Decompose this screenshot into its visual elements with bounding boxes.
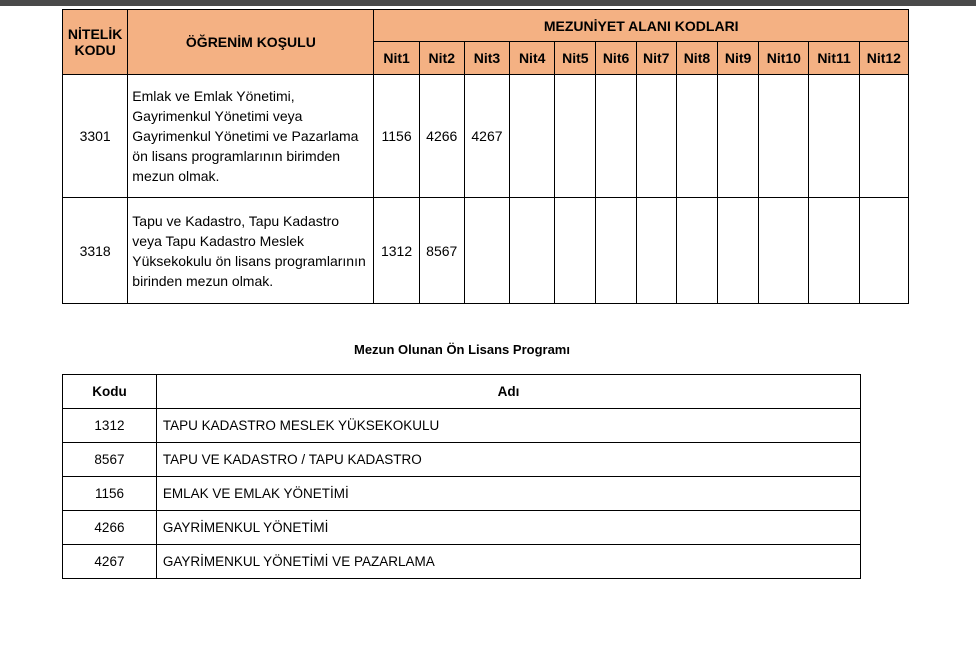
- table-row: [63, 545, 861, 579]
- header-nit2: Nit2: [419, 42, 464, 75]
- table-row: [63, 198, 909, 304]
- education-condition: Emlak ve Emlak Yönetimi, Gayrimenkul Yönetimi veya Gayrimenkul Yönetimi ve Pazarlama ön lisans programlarının birimden mezun olmak.: [128, 75, 374, 198]
- program-code: 4267: [63, 545, 157, 579]
- table-row: [63, 477, 861, 511]
- qualification-code: 3318: [63, 198, 128, 304]
- nit-cell: [596, 75, 636, 198]
- education-condition: Tapu ve Kadastro, Tapu Kadastro veya Tapu Kadastro Meslek Yüksekokulu ön lisans programlarının birinden mezun olmak.: [128, 198, 374, 304]
- table-row: [63, 511, 861, 545]
- program-name: TAPU KADASTRO MESLEK YÜKSEKOKULU: [156, 409, 860, 443]
- top-bar: [0, 0, 976, 6]
- nit-cell: [809, 198, 859, 304]
- nit-cell: [859, 198, 908, 304]
- nit-cell: [555, 198, 596, 304]
- nit-cell: [636, 75, 676, 198]
- table-row: [63, 75, 909, 198]
- header-nit12: Nit12: [859, 42, 908, 75]
- header-graduation-codes: MEZUNİYET ALANI KODLARI: [374, 10, 909, 42]
- nit-cell: 4267: [464, 75, 509, 198]
- header-education-condition: ÖĞRENİM KOŞULU: [128, 10, 374, 75]
- program-table-caption: Mezun Olunan Ön Lisans Programı: [354, 342, 570, 357]
- header-nit9: Nit9: [718, 42, 759, 75]
- program-code: 4266: [63, 511, 157, 545]
- header-nit3: Nit3: [464, 42, 509, 75]
- qualification-table: [62, 9, 909, 304]
- nit-cell: [555, 75, 596, 198]
- nit-cell: 4266: [419, 75, 464, 198]
- header-nit11: Nit11: [809, 42, 859, 75]
- program-name: GAYRİMENKUL YÖNETİMİ VE PAZARLAMA: [156, 545, 860, 579]
- nit-cell: [718, 75, 759, 198]
- nit-cell: [676, 198, 717, 304]
- header-nit1: Nit1: [374, 42, 419, 75]
- qualification-code: 3301: [63, 75, 128, 198]
- nit-cell: [596, 198, 636, 304]
- header-nit8: Nit8: [676, 42, 717, 75]
- nit-cell: [718, 198, 759, 304]
- table-row: [63, 409, 861, 443]
- program-code: 1312: [63, 409, 157, 443]
- nit-cell: [676, 75, 717, 198]
- nit-cell: [859, 75, 908, 198]
- header-nit7: Nit7: [636, 42, 676, 75]
- program-code: 8567: [63, 443, 157, 477]
- nit-cell: 1156: [374, 75, 419, 198]
- header-nit4: Nit4: [510, 42, 555, 75]
- program-table: [62, 374, 861, 579]
- header-qualification-code: NİTELİK KODU: [63, 10, 128, 75]
- nit-cell: [510, 75, 555, 198]
- table-row: [63, 443, 861, 477]
- header-nit6: Nit6: [596, 42, 636, 75]
- header-nit10: Nit10: [759, 42, 809, 75]
- nit-cell: [636, 198, 676, 304]
- header-name: Adı: [156, 375, 860, 409]
- program-name: EMLAK VE EMLAK YÖNETİMİ: [156, 477, 860, 511]
- program-name: GAYRİMENKUL YÖNETİMİ: [156, 511, 860, 545]
- nit-cell: [759, 198, 809, 304]
- program-name: TAPU VE KADASTRO / TAPU KADASTRO: [156, 443, 860, 477]
- program-code: 1156: [63, 477, 157, 511]
- nit-cell: 8567: [419, 198, 464, 304]
- nit-cell: [510, 198, 555, 304]
- nit-cell: [809, 75, 859, 198]
- header-nit5: Nit5: [555, 42, 596, 75]
- nit-cell: [759, 75, 809, 198]
- nit-cell: [464, 198, 509, 304]
- nit-cell: 1312: [374, 198, 419, 304]
- header-code: Kodu: [63, 375, 157, 409]
